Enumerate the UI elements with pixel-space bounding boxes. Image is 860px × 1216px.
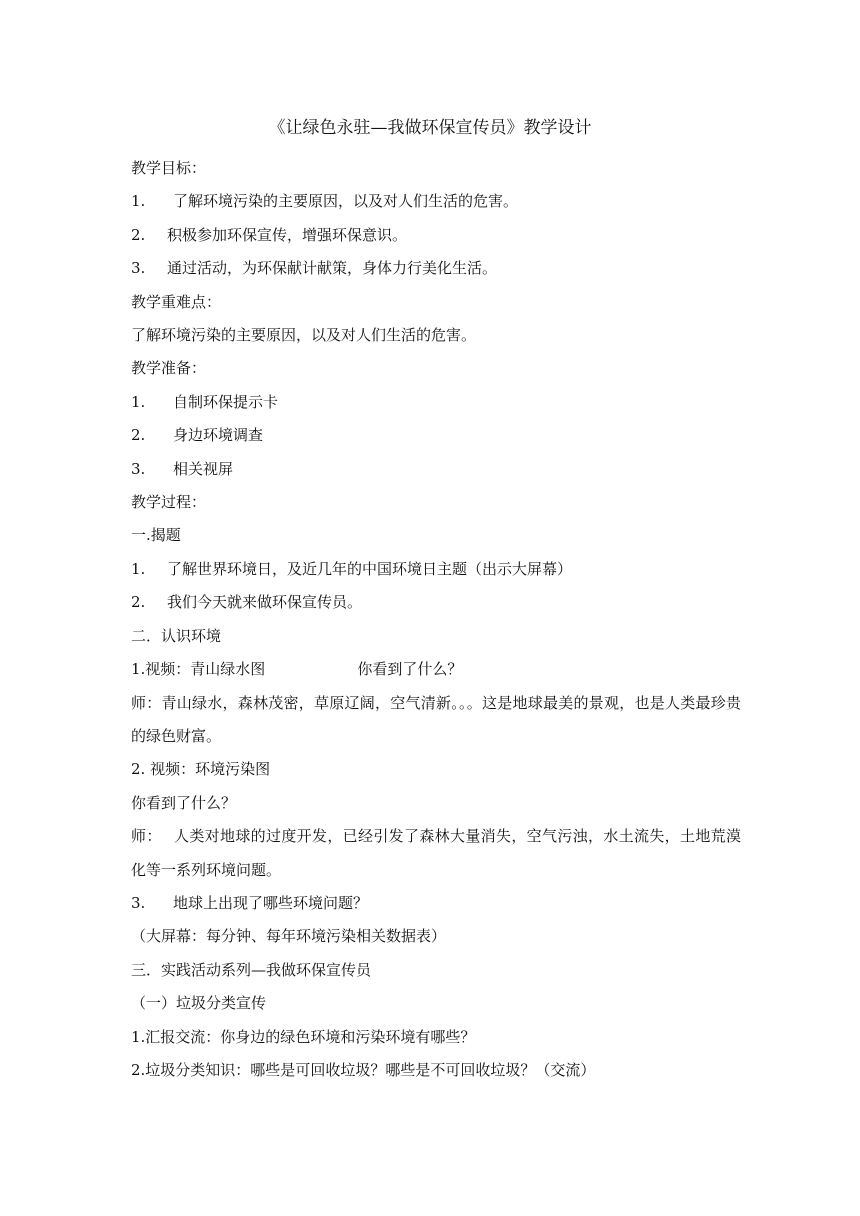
objective-number: 3. xyxy=(131,259,146,278)
section-1-text: 了解世界环境日，及近几年的中国环境日主题（出示大屏幕） xyxy=(167,559,573,578)
key-points-text: 了解环境污染的主要原因，以及对人们生活的危害。 xyxy=(131,326,477,345)
objective-item-3 xyxy=(131,252,741,285)
section-1-item-2 xyxy=(131,586,741,619)
section-2-item-3 xyxy=(131,887,741,920)
section-1-item-1 xyxy=(131,553,741,586)
preparation-text: 身边环境调查 xyxy=(173,426,264,445)
preparation-text: 自制环保提示卡 xyxy=(173,392,279,411)
preparation-text: 相关视屏 xyxy=(173,459,234,478)
document-title: 《让绿色永驻—我做环保宣传员》教学设计 xyxy=(268,118,592,138)
key-points-heading: 教学重难点： xyxy=(131,292,222,311)
preparation-number: 3. xyxy=(131,459,146,478)
section-3-heading: 三．实践活动系列—我做环保宣传员 xyxy=(131,960,372,979)
section-2-number: 3. xyxy=(131,893,146,912)
section-3-item-2: 2.垃圾分类知识：哪些是可回收垃圾？哪些是不可回收垃圾？（交流） xyxy=(131,1060,596,1079)
teacher-prefix: 师： xyxy=(131,827,162,846)
document-body xyxy=(131,152,741,1087)
objective-text: 了解环境污染的主要原因，以及对人们生活的危害。 xyxy=(173,192,519,211)
preparation-item-3 xyxy=(131,453,741,486)
preparation-item-2 xyxy=(131,419,741,452)
section-1-number: 2. xyxy=(131,593,146,612)
video-2-question: 你看到了什么？ xyxy=(131,793,237,812)
objective-text: 积极参加环保宣传，增强环保意识。 xyxy=(167,225,408,244)
objective-number: 1. xyxy=(131,192,146,211)
process-heading: 教学过程： xyxy=(131,493,207,512)
objectives-heading: 教学目标： xyxy=(131,159,207,177)
preparation-heading: 教学准备： xyxy=(131,359,207,378)
objective-number: 2. xyxy=(131,225,146,244)
section-2-video-1 xyxy=(131,653,741,686)
objective-item-2 xyxy=(131,219,741,252)
objective-text: 通过活动，为环保献计献策，身体力行美化生活。 xyxy=(167,259,498,278)
section-3-item-1: 1.汇报交流：你身边的绿色环境和污染环境有哪些？ xyxy=(131,1027,476,1046)
video-1-label: 1.视频：青山绿水图 xyxy=(131,660,266,679)
teacher-remark-1: 师：青山绿水，森林茂密，草原辽阔，空气清新。。。这是地球最美的景观，也是人类最珍贵的绿色财富。 xyxy=(131,693,741,745)
section-2-heading: 二．认识环境 xyxy=(131,626,222,645)
preparation-number: 2. xyxy=(131,426,146,445)
teacher-remark-2 xyxy=(131,820,741,887)
section-1-heading: 一.揭题 xyxy=(131,526,181,545)
section-2-text: 地球上出现了哪些环境问题？ xyxy=(173,893,369,912)
section-2-video-2: 2. 视频：环境污染图 xyxy=(131,760,271,779)
section-1-text: 我们今天就来做环保宣传员。 xyxy=(167,593,363,612)
screen-note: （大屏幕：每分钟、每年环境污染相关数据表） xyxy=(131,927,447,946)
section-3-subheading: （一）垃圾分类宣传 xyxy=(131,994,267,1013)
section-1-number: 1. xyxy=(131,559,146,578)
video-1-question: 你看到了什么？ xyxy=(357,660,463,679)
preparation-number: 1. xyxy=(131,392,146,411)
teacher-remark-2-text: 人类对地球的过度开发，已经引发了森林大量消失，空气污浊，水土流失，土地荒漠化等一系列环境问题。 xyxy=(131,827,741,879)
objective-item-1 xyxy=(131,185,741,218)
preparation-item-1 xyxy=(131,386,741,419)
